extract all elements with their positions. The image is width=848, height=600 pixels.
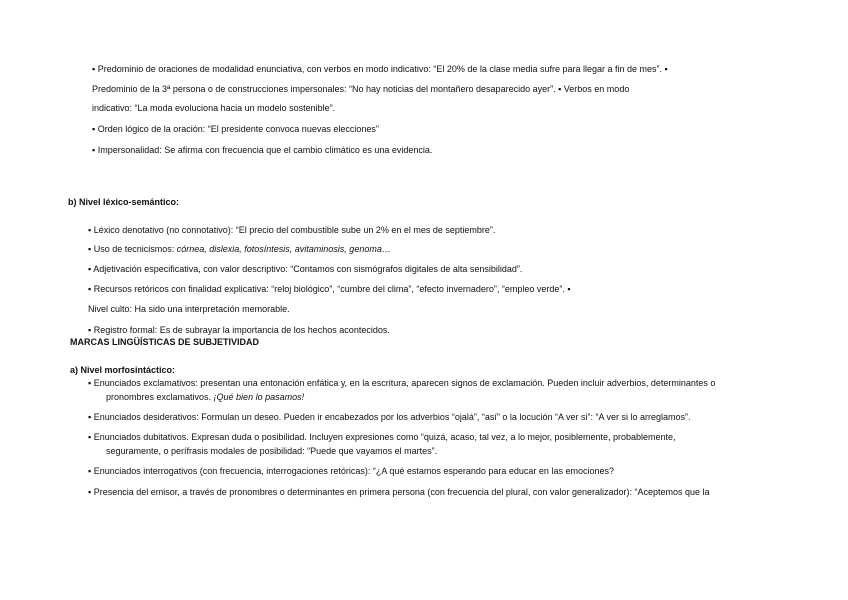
text-line: Nivel culto: Ha sido una interpretación memorable. <box>88 304 290 314</box>
text-line: ▪ Recursos retóricos con finalidad explicativa: “reloj biológico”, “cumbre del clima”, “efecto invernadero”, “empleo verde”. ▪ <box>88 284 571 294</box>
text-line-label: ▪ Uso de tecnicismos: <box>88 244 177 254</box>
section-title: MARCAS LINGÜÍSTICAS DE SUBJETIVIDAD <box>70 337 260 347</box>
text-line: ▪ Léxico denotativo (no connotativo): “El precio del combustible sube un 2% en el mes de septiembre”. <box>88 225 496 235</box>
text-line: ▪ Impersonalidad: Se afirma con frecuencia que el cambio climático es una evidencia. <box>92 145 433 155</box>
example-sentence: ¡Qué bien lo pasamos! <box>213 392 305 402</box>
text-line: ▪ Enunciados dubitativos. Expresan duda o posibilidad. Incluyen expresiones como “quizá, acaso, tal vez, a lo mejor, posiblemente, probablemente, <box>88 432 676 442</box>
text-line: seguramente, o perífrasis modales de posibilidad: “Puede que vayamos el martes”. <box>106 446 438 456</box>
text-line: ▪ Enunciados interrogativos (con frecuencia, interrogaciones retóricas): “¿A qué estamos esperando para educar en las emociones? <box>88 466 614 476</box>
text-line: ▪ Enunciados desiderativos: Formulan un deseo. Pueden ir encabezados por los adverbios “ojalá”, “así” o la locución “A ver si”: “A ver si lo arreglamos”. <box>88 412 691 422</box>
text-line: ▪ Predominio de oraciones de modalidad enunciativa, con verbos en modo indicativo: “El 20% de la clase media sufre para llegar a fin de mes”. ▪ <box>92 64 668 74</box>
text-line: ▪ Orden lógico de la oración: “El presidente convoca nuevas elecciones” <box>92 124 379 134</box>
text-line: Predominio de la 3ª persona o de construcciones impersonales: “No hay noticias del montañero desaparecido ayer”. ▪ Verbos en modo <box>92 84 630 94</box>
text-line: ▪ Adjetivación especificativa, con valor descriptivo: “Contamos con sismógrafos digitales de alta sensibilidad”. <box>88 264 523 274</box>
example-terms: córnea, dislexia, fotosíntesis, avitaminosis, genoma… <box>176 244 391 254</box>
text-line: ▪ Presencia del emisor, a través de pronombres o determinantes en primera persona (con frecuencia del plural, con valor generalizador): “Aceptemos que la <box>88 487 710 497</box>
section-heading: b) Nivel léxico-semántico: <box>68 197 180 207</box>
section-heading: a) Nivel morfosintáctico: <box>70 365 176 375</box>
text-line: ▪ Enunciados exclamativos: presentan una entonación enfática y, en la escritura, aparecen signos de exclamación. Pueden incluir adverbios, determinantes o <box>88 378 716 388</box>
text-line: indicativo: “La moda evoluciona hacia un modelo sostenible”. <box>92 103 336 113</box>
text-line: ▪ Registro formal: Es de subrayar la importancia de los hechos acontecidos. <box>88 325 390 335</box>
text-line <box>88 245 391 254</box>
text-line <box>106 393 304 402</box>
text-line-label: pronombres exclamativos. <box>106 392 214 402</box>
